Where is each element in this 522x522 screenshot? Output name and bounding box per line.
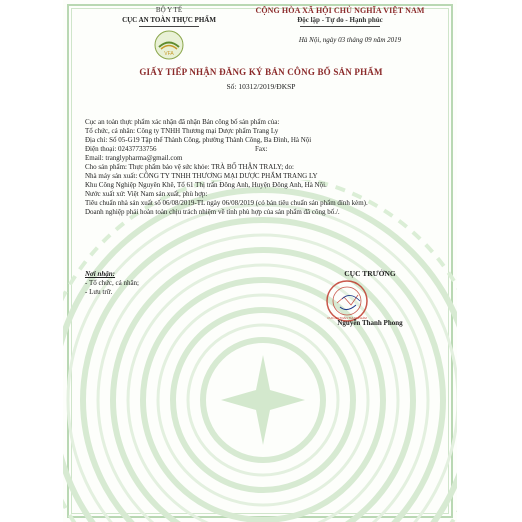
document-number: Số: 10312/2019/ĐKSP	[226, 82, 296, 91]
recipient-item: - Tổ chức, cá nhân;	[85, 279, 140, 287]
agency-name: CỤC AN TOÀN THỰC PHẨM	[122, 16, 216, 24]
product-line: Cho sản phẩm: Thực phẩm bảo vệ sức khỏe: TRÀ BỔ THẬN TRALY; do:	[85, 163, 294, 171]
national-motto: Độc lập - Tự do - Hạnh phúc	[297, 16, 383, 24]
fax-line: Fax:	[255, 145, 268, 153]
standard-line: Tiêu chuẩn nhà sản xuất số 06/08/2019-TL ngày 06/08/2019 (có bản tiêu chuẩn sản phẩm đính kèm).	[85, 199, 368, 207]
document-body	[85, 118, 437, 217]
address-line: Địa chỉ: Số 05-G19 Tập thể Thành Công, phường Thành Công, Ba Đình, Hà Nội	[85, 136, 312, 144]
factory-address-line: Khu Công Nghiệp Nguyên Khê, Tổ 61 Thị trấn Đông Anh, Huyện Đông Anh, Hà Nội.	[85, 181, 327, 189]
official-stamp-icon	[320, 279, 374, 323]
svg-text:VFA: VFA	[164, 51, 174, 57]
recipients-block	[85, 270, 235, 297]
svg-text:CỤC AN TOÀN THỰC PHẨM: CỤC AN TOÀN THỰC PHẨM	[327, 316, 367, 320]
contact-row	[85, 145, 437, 154]
phone-line: Điện thoại: 02437733756	[85, 145, 157, 153]
vfa-logo-icon	[154, 30, 184, 60]
country-name: CỘNG HÒA XÃ HỘI CHỦ NGHĨA VIỆT NAM	[255, 6, 425, 15]
manufacturer-line: Nhà máy sản xuất: CÔNG TY TNHH THƯƠNG MẠI DƯỢC PHẨM TRANG LY	[85, 172, 318, 180]
header-right	[235, 6, 445, 27]
ministry-name: BỘ Y TẾ	[155, 6, 183, 14]
email-line: Email: tranglypharma@gmail.com	[85, 154, 183, 162]
document-content	[85, 6, 437, 506]
recipient-item: - Lưu trữ.	[85, 288, 113, 296]
document-title: GIẤY TIẾP NHẬN ĐĂNG KÝ BẢN CÔNG BỐ SẢN PHẨM	[139, 67, 383, 77]
signature-block	[305, 269, 435, 327]
signer-role: CỤC TRƯỞNG	[344, 269, 396, 278]
document-dateline: Hà Nội, ngày 03 tháng 09 năm 2019	[298, 36, 402, 44]
responsibility-line: Doanh nghiệp phải hoàn toàn chịu trách nhiệm về tính phù hợp của sản phẩm đã công bố./.	[85, 208, 340, 216]
intro-line: Cục an toàn thực phẩm xác nhận đã nhận Bản công bố sản phẩm của:	[85, 118, 280, 126]
origin-line: Nước xuất xứ: Việt Nam sản xuất, phù hợp:	[85, 190, 208, 198]
agency-underline	[139, 26, 199, 27]
recipients-label: Nơi nhận:	[85, 270, 116, 278]
signer-name: Nguyễn Thanh Phong	[337, 319, 403, 327]
organization-line: Tổ chức, cá nhân: Công ty TNHH Thương mại Dược phẩm Trang Ly	[85, 127, 279, 135]
document-page	[63, 0, 457, 522]
header-left	[109, 6, 229, 63]
motto-underline	[300, 26, 380, 27]
